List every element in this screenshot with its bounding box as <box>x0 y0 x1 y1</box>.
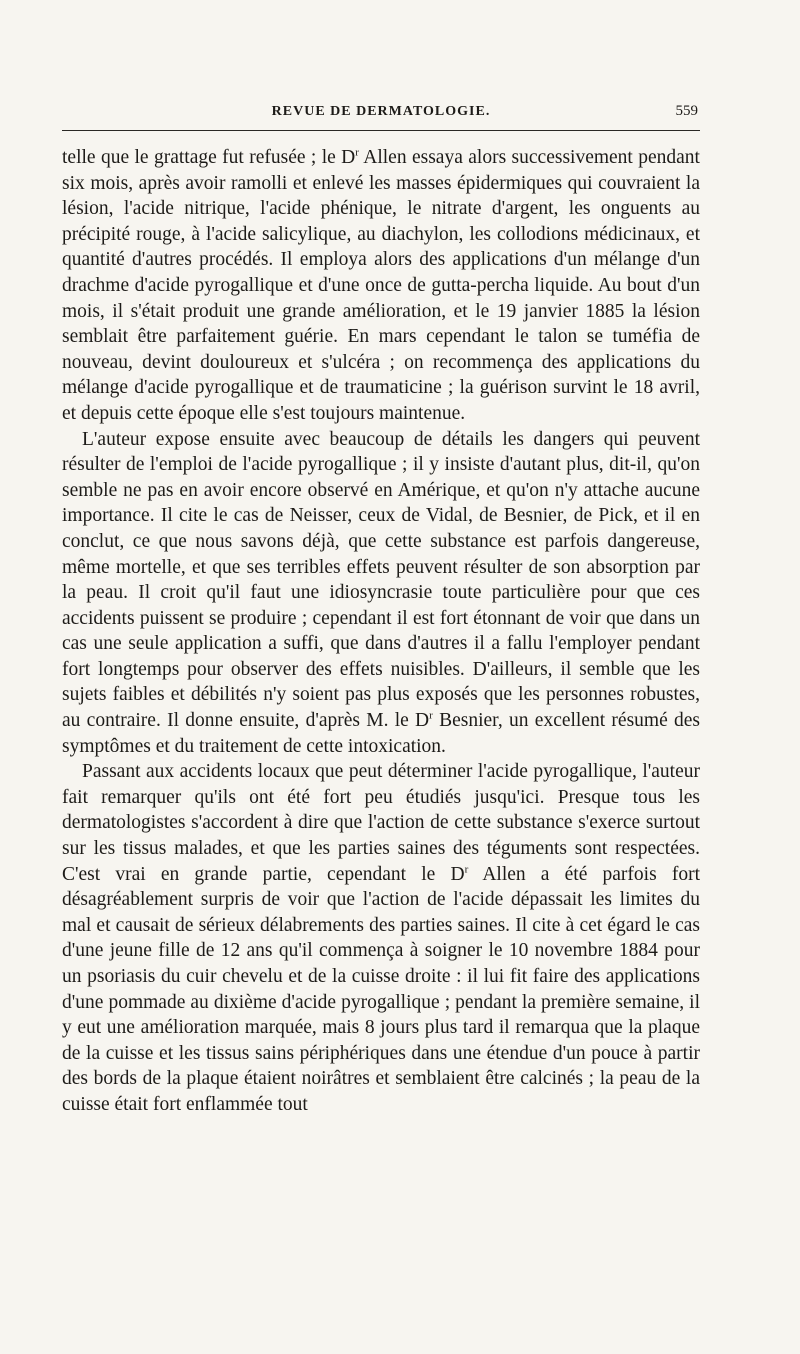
text-segment: Passant aux accidents locaux que peut déterminer l'acide pyrogallique, l'auteur fait remarquer qu'ils ont été fort peu étudiés jusqu'ici. Presque tous les dermatologistes s'accordent à dire que l'action de cette substance s'exerce surtout sur les tissus malades, et que les parties saines des téguments sont respectées. C'est vrai en grande partie, cependant le D <box>62 761 700 885</box>
superscript: r <box>355 146 359 159</box>
superscript: r <box>429 709 433 722</box>
paragraph-1 <box>62 145 700 427</box>
paragraph-3 <box>62 759 700 1117</box>
page-header <box>62 100 700 124</box>
running-title: REVUE DE DERMATOLOGIE. <box>271 104 491 119</box>
page-number: 559 <box>675 103 698 119</box>
text-segment: Allen essaya alors successivement pendant six mois, après avoir ramolli et enlevé les masses épidermiques qui couvraient la lésion, l'acide nitrique, l'acide phénique, le nitrate d'argent, les onguents au précipité rouge, à l'acide salicylique, au diachylon, les collodions médicinaux, et quantité d'autres procédés. Il employa alors des applications d'un mélange d'un drachme d'acide pyrogallique et d'une once de gutta-percha liquide. Au bout d'un mois, il s'était produit une grande amélioration, et le 19 janvier 1885 la lésion semblait être parfaitement guérie. En mars cependant le talon se tuméfia de nouveau, devint douloureux et s'ulcéra ; on recommença des applications du mélange d'acide pyrogallique et de traumaticine ; la guérison survint le 18 avril, et depuis cette époque elle s'est toujours maintenue. <box>62 147 700 424</box>
text-segment: Allen a été parfois fort désagréablement surpris de voir que l'action de l'acide dépassait les limites du mal et causait de sérieux délabrements des parties saines. Il cite à cet égard le cas d'une jeune fille de 12 ans qu'il commença à soigner le 10 novembre 1884 pour un psoriasis du cuir chevelu et de la cuisse droite : il lui fit faire des applications d'une pommade au dixième d'acide pyrogallique ; pendant la première semaine, il y eut une amélioration marquée, mais 8 jours plus tard il remarqua que la plaque de la cuisse et les tissus sains périphériques dans une étendue d'un pouce à partir des bords de la plaque étaient noirâtres et semblaient être calcinés ; la peau de la cuisse était fort enflammée tout <box>62 863 700 1115</box>
text-segment: Besnier, un excellent résumé des symptômes et du traitement de cette intoxication. <box>62 710 700 757</box>
body-text <box>62 145 700 1118</box>
document-page <box>62 100 700 1118</box>
text-segment: telle que le grattage fut refusée ; le D <box>62 147 356 168</box>
text-segment: L'auteur expose ensuite avec beaucoup de détails les dangers qui peuvent résulter de l'emploi de l'acide pyrogallique ; il y insiste d'autant plus, dit-il, qu'on semble ne pas en avoir encore observé en Amérique, et qu'on n'y attache aucune importance. Il cite le cas de Neisser, ceux de Vidal, de Besnier, de Pick, et il en conclut, ce que nous savons déjà, que cette substance est parfois dangereuse, même mortelle, et que ses terribles effets peuvent résulter de son absorption par la peau. Il croit qu'il faut une idiosyncrasie toute particulière pour que ces accidents puissent se produire ; cependant il est fort étonnant de voir que dans un cas une seule application a suffi, que dans d'autres il a fallu l'employer pendant fort longtemps pour observer des effets nuisibles. D'ailleurs, il semble que les sujets faibles et débilités n'y soient pas plus exposés que les personnes robustes, au contraire. Il donne ensuite, d'après M. le D <box>62 428 700 732</box>
superscript: r <box>464 863 469 876</box>
paragraph-2 <box>62 427 700 760</box>
header-rule <box>62 130 700 131</box>
